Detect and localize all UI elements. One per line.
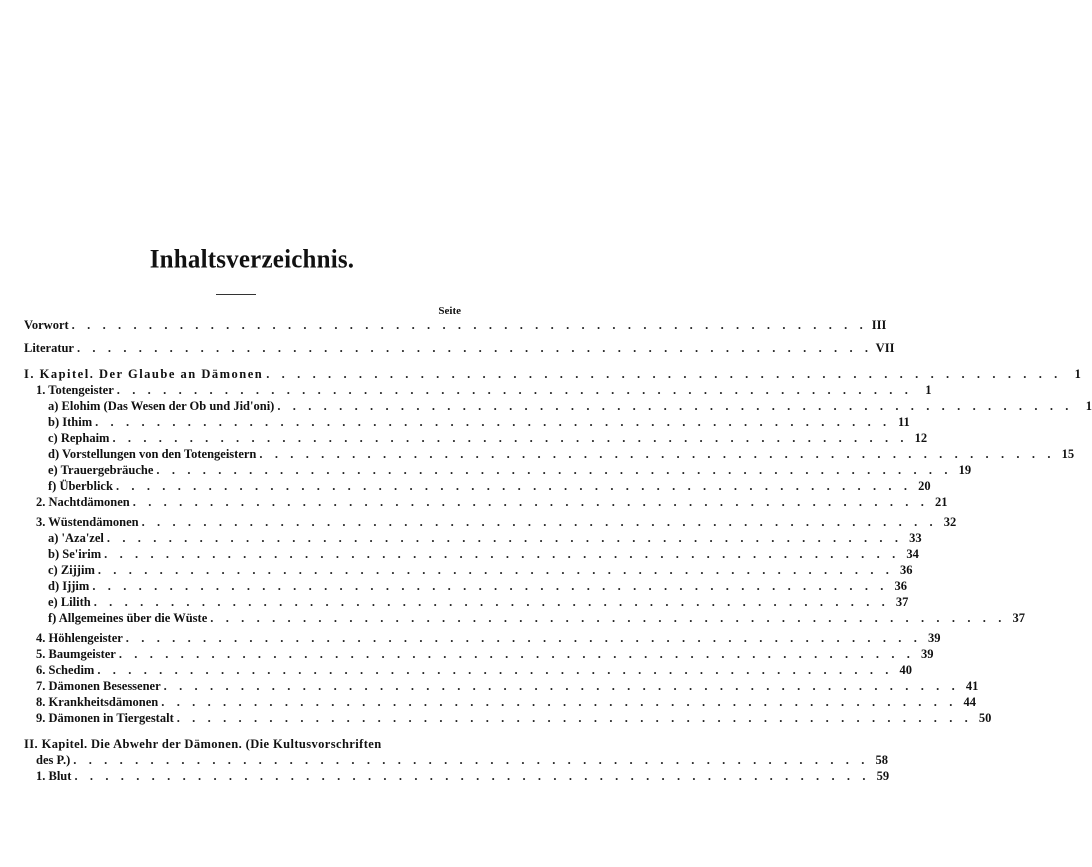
toc-subsection-1b: b) Ithim . . . . . . . . . . . . . . . . . . . . . . . . . . . . . . . . . . . . . . . . . . . . . . . . . . . . 11: [48, 415, 910, 429]
dot-leader: . . . . . . . . . . . . . . . . . . . . . . . . . . . . . . . . . . . . . . . . . . . . . . . . . . . .: [112, 431, 909, 445]
dot-leader: . . . . . . . . . . . . . . . . . . . . . . . . . . . . . . . . . . . . . . . . . . . . . . . . . . . .: [210, 611, 1006, 625]
dot-leader: . . . . . . . . . . . . . . . . . . . . . . . . . . . . . . . . . . . . . . . . . . . . . . . . . . . .: [259, 447, 1056, 461]
toc-entry-literatur: Literatur . . . . . . . . . . . . . . . . . . . . . . . . . . . . . . . . . . . . . . . . . . . . . . . . . . . . VII: [24, 341, 895, 355]
toc-subsection-3a: a) 'Aza'zel . . . . . . . . . . . . . . . . . . . . . . . . . . . . . . . . . . . . . . . . . . . . . . . . . . . . 33: [48, 531, 922, 545]
toc-chapter-2: II. Kapitel. Die Abwehr der Dämonen. (Die Kultusvorschriften: [24, 737, 382, 751]
toc-section-8: 8. Krankheitsdämonen . . . . . . . . . . . . . . . . . . . . . . . . . . . . . . . . . . . . . . . . . . . . . . . . . . . . 44: [36, 695, 976, 709]
page-title: Inhaltsverzeichnis.: [149, 245, 355, 274]
toc-section-2: 2. Nachtdämonen . . . . . . . . . . . . . . . . . . . . . . . . . . . . . . . . . . . . . . . . . . . . . . . . . . . . 21: [36, 495, 948, 509]
dot-leader: . . . . . . . . . . . . . . . . . . . . . . . . . . . . . . . . . . . . . . . . . . . . . . . . . . . .: [115, 479, 912, 493]
dot-leader: . . . . . . . . . . . . . . . . . . . . . . . . . . . . . . . . . . . . . . . . . . . . . . . . . . . .: [161, 695, 957, 709]
toc-subsection-1f: f) Überblick . . . . . . . . . . . . . . . . . . . . . . . . . . . . . . . . . . . . . . . . . . . . . . . . . . . . 20: [48, 479, 931, 493]
toc-subsection-1c: c) Rephaim . . . . . . . . . . . . . . . . . . . . . . . . . . . . . . . . . . . . . . . . . . . . . . . . . . . . 12: [48, 431, 928, 445]
toc-section-5: 5. Baumgeister . . . . . . . . . . . . . . . . . . . . . . . . . . . . . . . . . . . . . . . . . . . . . . . . . . . . 39: [36, 647, 934, 661]
dot-leader: . . . . . . . . . . . . . . . . . . . . . . . . . . . . . . . . . . . . . . . . . . . . . . . . . . . .: [95, 415, 891, 429]
dot-leader: . . . . . . . . . . . . . . . . . . . . . . . . . . . . . . . . . . . . . . . . . . . . . . . . . . . .: [277, 399, 1074, 413]
dot-leader: . . . . . . . . . . . . . . . . . . . . . . . . . . . . . . . . . . . . . . . . . . . . . . . . . . . .: [104, 547, 900, 561]
toc-chapter-1: I. Kapitel. Der Glaube an Dämonen . . . . . . . . . . . . . . . . . . . . . . . . . . . . . . . . . . . . . . . . . . . . . . . . . . . . 1: [24, 367, 1081, 381]
toc-chapter-2-section-1: 1. Blut . . . . . . . . . . . . . . . . . . . . . . . . . . . . . . . . . . . . . . . . . . . . . . . . . . . . 59: [36, 769, 890, 783]
dot-leader: . . . . . . . . . . . . . . . . . . . . . . . . . . . . . . . . . . . . . . . . . . . . . . . . . . . .: [156, 463, 953, 477]
dot-leader: . . . . . . . . . . . . . . . . . . . . . . . . . . . . . . . . . . . . . . . . . . . . . . . . . . . .: [118, 647, 915, 661]
dot-leader: . . . . . . . . . . . . . . . . . . . . . . . . . . . . . . . . . . . . . . . . . . . . . . . . . . . .: [266, 367, 1062, 381]
toc-subsection-3d: d) Ijjim . . . . . . . . . . . . . . . . . . . . . . . . . . . . . . . . . . . . . . . . . . . . . . . . . . . . 36: [48, 579, 908, 593]
toc-section-4: 4. Höhlengeister . . . . . . . . . . . . . . . . . . . . . . . . . . . . . . . . . . . . . . . . . . . . . . . . . . . . 39: [36, 631, 941, 645]
dot-leader: . . . . . . . . . . . . . . . . . . . . . . . . . . . . . . . . . . . . . . . . . . . . . . . . . . . .: [176, 711, 973, 725]
dot-leader: . . . . . . . . . . . . . . . . . . . . . . . . . . . . . . . . . . . . . . . . . . . . . . . . . . . .: [73, 753, 869, 767]
dot-leader: . . . . . . . . . . . . . . . . . . . . . . . . . . . . . . . . . . . . . . . . . . . . . . . . . . . .: [125, 631, 922, 645]
toc-subsection-3e: e) Lilith . . . . . . . . . . . . . . . . . . . . . . . . . . . . . . . . . . . . . . . . . . . . . . . . . . . . 37: [48, 595, 909, 609]
toc-subsection-1a: a) Elohim (Das Wesen der Ob und Jid'oni) . . . . . . . . . . . . . . . . . . . . . . . . . . . . . . . . . . . . . . . . . . . . . . . . . . . . 1: [48, 399, 1092, 413]
toc-subsection-1d: d) Vorstellungen von den Totengeistern . . . . . . . . . . . . . . . . . . . . . . . . . . . . . . . . . . . . . . . . . . . . . . . . . . . . 15: [48, 447, 1075, 461]
toc-subsection-3b: b) Se'irim . . . . . . . . . . . . . . . . . . . . . . . . . . . . . . . . . . . . . . . . . . . . . . . . . . . . 34: [48, 547, 919, 561]
toc-subsection-3f: f) Allgemeines über die Wüste . . . . . . . . . . . . . . . . . . . . . . . . . . . . . . . . . . . . . . . . . . . . . . . . . . . . 37: [48, 611, 1025, 625]
dot-leader: . . . . . . . . . . . . . . . . . . . . . . . . . . . . . . . . . . . . . . . . . . . . . . . . . . . .: [132, 495, 929, 509]
dot-leader: . . . . . . . . . . . . . . . . . . . . . . . . . . . . . . . . . . . . . . . . . . . . . . . . . . . .: [92, 579, 889, 593]
toc-entry-vorwort: Vorwort . . . . . . . . . . . . . . . . . . . . . . . . . . . . . . . . . . . . . . . . . . . . . . . . . . . . III: [24, 318, 887, 332]
toc-subsection-3c: c) Zijjim . . . . . . . . . . . . . . . . . . . . . . . . . . . . . . . . . . . . . . . . . . . . . . . . . . . . 36: [48, 563, 913, 577]
dot-leader: . . . . . . . . . . . . . . . . . . . . . . . . . . . . . . . . . . . . . . . . . . . . . . . . . . . .: [141, 515, 938, 529]
dot-leader: . . . . . . . . . . . . . . . . . . . . . . . . . . . . . . . . . . . . . . . . . . . . . . . . . . . .: [71, 318, 868, 332]
toc-section-7: 7. Dämonen Besessener . . . . . . . . . . . . . . . . . . . . . . . . . . . . . . . . . . . . . . . . . . . . . . . . . . . . 41: [36, 679, 979, 693]
toc-section-1: 1. Totengeister . . . . . . . . . . . . . . . . . . . . . . . . . . . . . . . . . . . . . . . . . . . . . . . . . . . . 1: [36, 383, 932, 397]
toc-chapter-2-continued: des P.) . . . . . . . . . . . . . . . . . . . . . . . . . . . . . . . . . . . . . . . . . . . . . . . . . . . . 58: [36, 753, 888, 767]
title-divider: [216, 294, 256, 295]
toc-section-3: 3. Wüstendämonen . . . . . . . . . . . . . . . . . . . . . . . . . . . . . . . . . . . . . . . . . . . . . . . . . . . . 32: [36, 515, 957, 529]
dot-leader: . . . . . . . . . . . . . . . . . . . . . . . . . . . . . . . . . . . . . . . . . . . . . . . . . . . .: [97, 663, 894, 677]
dot-leader: . . . . . . . . . . . . . . . . . . . . . . . . . . . . . . . . . . . . . . . . . . . . . . . . . . . .: [76, 341, 873, 355]
page-column-label: Seite: [438, 305, 461, 317]
dot-leader: . . . . . . . . . . . . . . . . . . . . . . . . . . . . . . . . . . . . . . . . . . . . . . . . . . . .: [97, 563, 894, 577]
toc-section-6: 6. Schedim . . . . . . . . . . . . . . . . . . . . . . . . . . . . . . . . . . . . . . . . . . . . . . . . . . . . 40: [36, 663, 913, 677]
dot-leader: . . . . . . . . . . . . . . . . . . . . . . . . . . . . . . . . . . . . . . . . . . . . . . . . . . . .: [116, 383, 913, 397]
dot-leader: . . . . . . . . . . . . . . . . . . . . . . . . . . . . . . . . . . . . . . . . . . . . . . . . . . . .: [74, 769, 871, 783]
dot-leader: . . . . . . . . . . . . . . . . . . . . . . . . . . . . . . . . . . . . . . . . . . . . . . . . . . . .: [106, 531, 903, 545]
toc-section-9: 9. Dämonen in Tiergestalt . . . . . . . . . . . . . . . . . . . . . . . . . . . . . . . . . . . . . . . . . . . . . . . . . . . . 50: [36, 711, 992, 725]
toc-subsection-1e: e) Trauergebräuche . . . . . . . . . . . . . . . . . . . . . . . . . . . . . . . . . . . . . . . . . . . . . . . . . . . . 19: [48, 463, 972, 477]
dot-leader: . . . . . . . . . . . . . . . . . . . . . . . . . . . . . . . . . . . . . . . . . . . . . . . . . . . .: [93, 595, 890, 609]
dot-leader: . . . . . . . . . . . . . . . . . . . . . . . . . . . . . . . . . . . . . . . . . . . . . . . . . . . .: [163, 679, 960, 693]
